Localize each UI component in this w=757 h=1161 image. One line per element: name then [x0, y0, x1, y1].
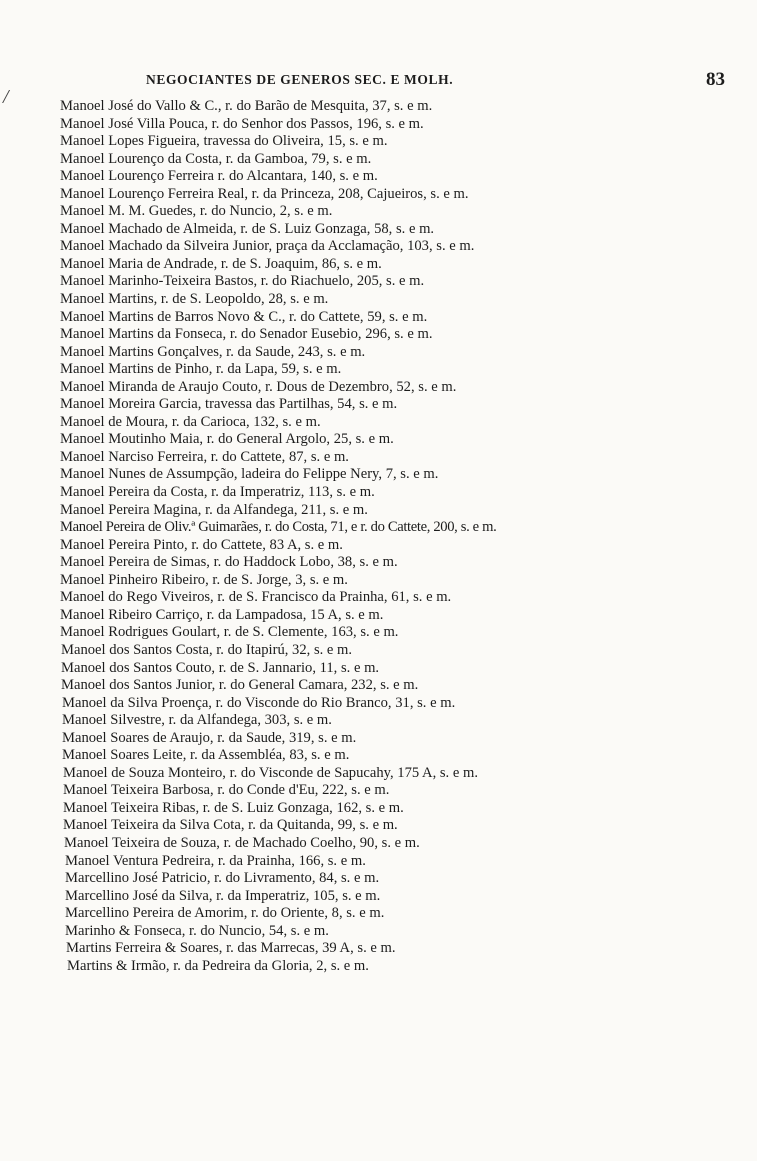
list-item: Manoel Pereira Pinto, r. do Cattete, 83 A, s. e m. — [60, 536, 343, 553]
list-item: Manoel Maria de Andrade, r. de S. Joaquim, 86, s. e m. — [60, 255, 382, 272]
list-item: Manoel Soares Leite, r. da Assembléa, 83, s. e m. — [62, 747, 350, 764]
list-item: Manoel M. M. Guedes, r. do Nuncio, 2, s. e m. — [60, 203, 333, 220]
list-item: Manoel Lourenço Ferreira r. do Alcantara, 140, s. e m. — [60, 168, 378, 185]
list-item: Manoel Lourenço da Costa, r. da Gamboa, 79, s. e m. — [60, 150, 372, 167]
page-header — [0, 69, 757, 96]
list-item: Manoel Moreira Garcia, travessa das Partilhas, 54, s. e m. — [60, 396, 398, 413]
list-item: Manoel Marinho-Teixeira Bastos, r. do Riachuelo, 205, s. e m. — [60, 273, 425, 290]
list-item: Manoel Martins, r. de S. Leopoldo, 28, s. e m. — [60, 291, 329, 308]
list-item: Manoel dos Santos Junior, r. do General Camara, 232, s. e m. — [61, 677, 419, 694]
list-item: Manoel Machado de Almeida, r. de S. Luiz Gonzaga, 58, s. e m. — [60, 220, 435, 237]
list-item: Manoel de Souza Monteiro, r. do Visconde de Sapucahy, 175 A, s. e m. — [63, 764, 478, 781]
list-item: Manoel Pinheiro Ribeiro, r. de S. Jorge, 3, s. e m. — [60, 571, 348, 588]
list-item: Manoel Pereira de Oliv.ª Guimarães, r. do Costa, 71, e r. do Cattete, 200, s. e m. — [60, 519, 497, 536]
list-item: Manoel Pereira de Simas, r. do Haddock Lobo, 38, s. e m. — [60, 554, 398, 571]
list-item: Manoel José do Vallo & C., r. do Barão de Mesquita, 37, s. e m. — [60, 98, 433, 114]
list-item: Manoel Silvestre, r. da Alfandega, 303, s. e m. — [62, 712, 332, 729]
page-title: NEGOCIANTES DE GENEROS SEC. E MOLH. — [146, 72, 454, 87]
list-item: Manoel Teixeira da Silva Cota, r. da Quitanda, 99, s. e m. — [63, 817, 398, 834]
list-item: Manoel da Silva Proença, r. do Visconde do Rio Branco, 31, s. e m. — [62, 694, 456, 711]
list-item: Manoel Nunes de Assumpção, ladeira do Felippe Nery, 7, s. e m. — [60, 466, 439, 483]
list-item: Manoel José Villa Pouca, r. do Senhor dos Passos, 196, s. e m. — [60, 115, 424, 132]
list-item: Manoel Ventura Pedreira, r. da Prainha, 166, s. e m. — [65, 852, 366, 869]
list-item: Manoel do Rego Viveiros, r. de S. Francisco da Prainha, 61, s. e m. — [60, 589, 452, 606]
list-item: Marcellino José Patricio, r. do Livramento, 84, s. e m. — [65, 870, 380, 887]
list-item: Marcellino José da Silva, r. da Imperatriz, 105, s. e m. — [65, 887, 381, 904]
list-item: Manoel Narciso Ferreira, r. do Cattete, 87, s. e m. — [60, 448, 349, 465]
list-item: Manoel Pereira Magina, r. da Alfandega, 211, s. e m. — [60, 501, 368, 518]
list-item: Manoel Martins de Pinho, r. da Lapa, 59, s. e m. — [60, 361, 342, 378]
list-item: Manoel Moutinho Maia, r. do General Argolo, 25, s. e m. — [60, 431, 394, 448]
list-item: Manoel Martins de Barros Novo & C., r. do Cattete, 59, s. e m. — [60, 308, 428, 325]
list-item: Manoel Machado da Silveira Junior, praça da Acclamação, 103, s. e m. — [60, 238, 475, 255]
list-item: Martins & Irmão, r. da Pedreira da Gloria, 2, s. e m. — [67, 957, 369, 974]
list-item: Manoel Martins da Fonseca, r. do Senador Eusebio, 296, s. e m. — [60, 326, 433, 343]
list-item: Manoel de Moura, r. da Carioca, 132, s. e m. — [60, 413, 321, 430]
list-item: Manoel Teixeira Ribas, r. de S. Luiz Gonzaga, 162, s. e m. — [63, 799, 404, 816]
list-item: Manoel Rodrigues Goulart, r. de S. Clemente, 163, s. e m. — [60, 624, 399, 641]
page-number: 83 — [706, 69, 725, 90]
list-item: Manoel Soares de Araujo, r. da Saude, 319, s. e m. — [62, 729, 357, 746]
list-item: Manoel Miranda de Araujo Couto, r. Dous de Dezembro, 52, s. e m. — [60, 378, 457, 395]
list-item: Manoel Martins Gonçalves, r. da Saude, 243, s. e m. — [60, 343, 366, 360]
margin-mark: / — [3, 86, 9, 108]
list-item: Marcellino Pereira de Amorim, r. do Oriente, 8, s. e m. — [65, 905, 385, 922]
list-item: Manoel dos Santos Couto, r. de S. Jannario, 11, s. e m. — [61, 659, 380, 676]
list-item: Manoel Teixeira Barbosa, r. do Conde d'Eu, 222, s. e m. — [63, 782, 390, 799]
list-item: Martins Ferreira & Soares, r. das Marrecas, 39 A, s. e m. — [66, 940, 396, 957]
list-item: Manoel Pereira da Costa, r. da Imperatriz, 113, s. e m. — [60, 484, 375, 501]
list-item: Manoel Teixeira de Souza, r. de Machado Coelho, 90, s. e m. — [64, 834, 420, 851]
list-item: Marinho & Fonseca, r. do Nuncio, 54, s. e m. — [65, 922, 329, 939]
merchant-list — [0, 98, 757, 975]
list-item: Manoel dos Santos Costa, r. do Itapirú, 32, s. e m. — [61, 641, 353, 658]
list-item: Manoel Lopes Figueira, travessa do Oliveira, 15, s. e m. — [60, 133, 388, 150]
list-item: Manoel Lourenço Ferreira Real, r. da Princeza, 208, Cajueiros, s. e m. — [60, 185, 469, 202]
list-item: Manoel Ribeiro Carriço, r. da Lampadosa, 15 A, s. e m. — [60, 606, 384, 623]
